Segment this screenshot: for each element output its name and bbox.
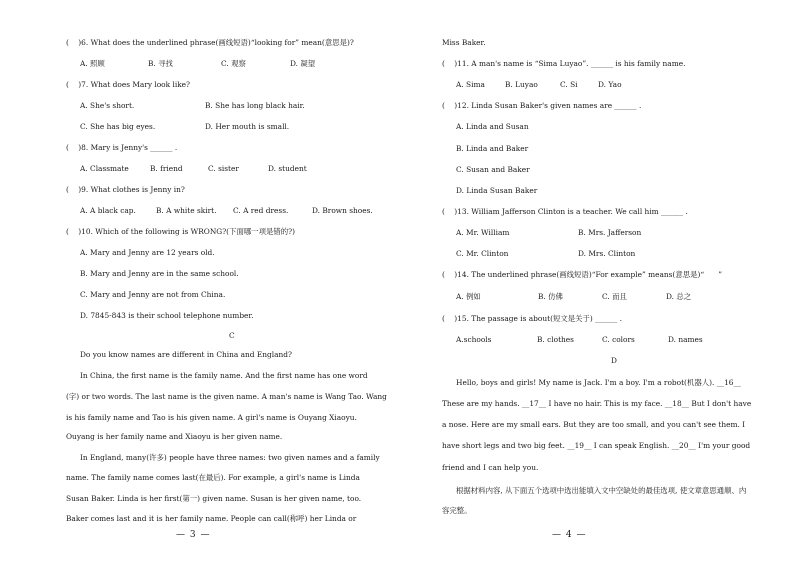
d-line-2: These are my hands. __17__ I have no hair. This is my face. __18__ But I don't have [442, 399, 752, 408]
q15-option-b: B. clothes [537, 335, 574, 344]
passage-line-2: In China, the first name is the family name. And the first name has one word [80, 371, 368, 380]
q12-option-c: C. Susan and Baker [456, 165, 530, 174]
q11-option-c: C. Si [560, 80, 578, 89]
question-10: ( )10. Which of the following is WRONG?(下面哪一项是错的?) [66, 227, 296, 236]
instruction-line-2: 容完整。 [442, 506, 472, 515]
q15-option-a: A.schools [456, 335, 492, 344]
question-6: ( )6. What does the underlined phrase(画线短语)“looking for” mean(意思是)? [66, 38, 354, 47]
q9-option-b: B. A white skirt. [156, 206, 217, 215]
q7-option-a: A. She's short. [80, 101, 135, 110]
passage-line-6: In England, many(许多) people have three names: two given names and a family [80, 453, 380, 462]
question-8: ( )8. Mary is Jenny's ______ . [66, 143, 178, 152]
q8-option-a: A. Classmate [80, 164, 129, 173]
q7-option-c: C. She has big eyes. [80, 122, 156, 131]
q10-option-b: B. Mary and Jenny are in the same school. [80, 269, 239, 278]
q9-option-d: D. Brown shoes. [312, 206, 373, 215]
page-number: — 3 — [176, 530, 211, 540]
passage-line-7: name. The family name comes last(在最后). For example, a girl's name is Linda [66, 473, 360, 482]
question-9: ( )9. What clothes is Jenny in? [66, 185, 185, 194]
q6-option-b: B. 寻找 [148, 59, 173, 68]
question-11: ( )11. A man's name is “Sima Luyao”. ______ is his family name. [442, 59, 686, 68]
passage-line-9: Baker comes last and it is her family name. People can call(称呼) her Linda or [66, 514, 357, 523]
q10-option-d: D. 7845-843 is their school telephone number. [80, 311, 254, 320]
q14-option-c: C. 而且 [602, 292, 627, 301]
q9-option-c: C. A red dress. [233, 206, 289, 215]
passage-line-1: Do you know names are different in China and England? [80, 350, 293, 359]
q13-option-d: D. Mrs. Clinton [578, 249, 636, 258]
q13-option-b: B. Mrs. Jafferson [578, 228, 642, 237]
q8-option-d: D. student [268, 164, 307, 173]
q10-option-a: A. Mary and Jenny are 12 years old. [80, 248, 215, 257]
passage-line-5: Ouyang is her family name and Xiaoyu is her given name. [66, 432, 283, 441]
question-13: ( )13. William Jafferson Clinton is a teacher. We call him ______ . [442, 207, 688, 216]
d-line-5: friend and I can help you. [442, 463, 539, 472]
passage-line-3: (字) or two words. The last name is the given name. A man's name is Wang Tao. Wang [66, 392, 387, 401]
section-c-heading: C [229, 331, 235, 340]
q8-option-b: B. friend [150, 164, 183, 173]
q15-option-d: D. names [668, 335, 703, 344]
q12-option-b: B. Linda and Baker [456, 144, 529, 153]
q8-option-c: C. sister [208, 164, 239, 173]
passage-line-8: Susan Baker. Linda is her first(第一) given name. Susan is her given name, too. [66, 494, 362, 503]
question-7: ( )7. What does Mary look like? [66, 80, 191, 89]
question-14: ( )14. The underlined phrase(画线短语)“For example” means(意思是)“ ” [442, 270, 723, 279]
passage-line-4: is his family name and Tao is his given name. A girl's name is Ouyang Xiaoyu. [66, 413, 357, 422]
q7-option-d: D. Her mouth is small. [205, 122, 290, 131]
q14-option-d: D. 总之 [666, 292, 692, 301]
d-line-4: have short legs and two big feet. __19__ I can speak English. __20__ I'm your good [442, 441, 751, 450]
q12-option-a: A. Linda and Susan [456, 122, 529, 131]
q7-option-b: B. She has long black hair. [205, 101, 305, 110]
q11-option-a: A. Sima [456, 80, 485, 89]
q14-option-a: A. 例如 [456, 292, 481, 301]
q6-option-a: A. 照顾 [80, 59, 105, 68]
continuation-line: Miss Baker. [442, 38, 486, 47]
question-12: ( )12. Linda Susan Baker's given names are ______ . [442, 101, 642, 110]
q6-option-c: C. 观察 [221, 59, 246, 68]
q10-option-c: C. Mary and Jenny are not from China. [80, 290, 226, 299]
page-number: — 4 — [552, 530, 587, 540]
q11-option-b: B. Luyao [505, 80, 538, 89]
d-line-1: Hello, boys and girls! My name is Jack. I'm a boy. I'm a robot(机器人). __16__ [456, 378, 741, 387]
question-15: ( )15. The passage is about(短文是关于) ______ . [442, 314, 623, 323]
q15-option-c: C. colors [602, 335, 635, 344]
section-d-heading: D [611, 356, 617, 365]
q9-option-a: A. A black cap. [80, 206, 136, 215]
instruction-line-1: 根据材料内容, 从下面五个选项中选出能填入文中空缺处的最佳选项, 使文章意思通顺、内 [456, 486, 747, 495]
q11-option-d: D. Yao [598, 80, 622, 89]
q14-option-b: B. 仿佛 [538, 292, 563, 301]
d-line-3: a nose. Here are my small ears. But they are too small, and you can't see them. I [442, 420, 746, 429]
q12-option-d: D. Linda Susan Baker [456, 186, 538, 195]
q13-option-c: C. Mr. Clinton [456, 249, 509, 258]
q13-option-a: A. Mr. William [456, 228, 510, 237]
q6-option-d: D. 凝望 [290, 59, 316, 68]
